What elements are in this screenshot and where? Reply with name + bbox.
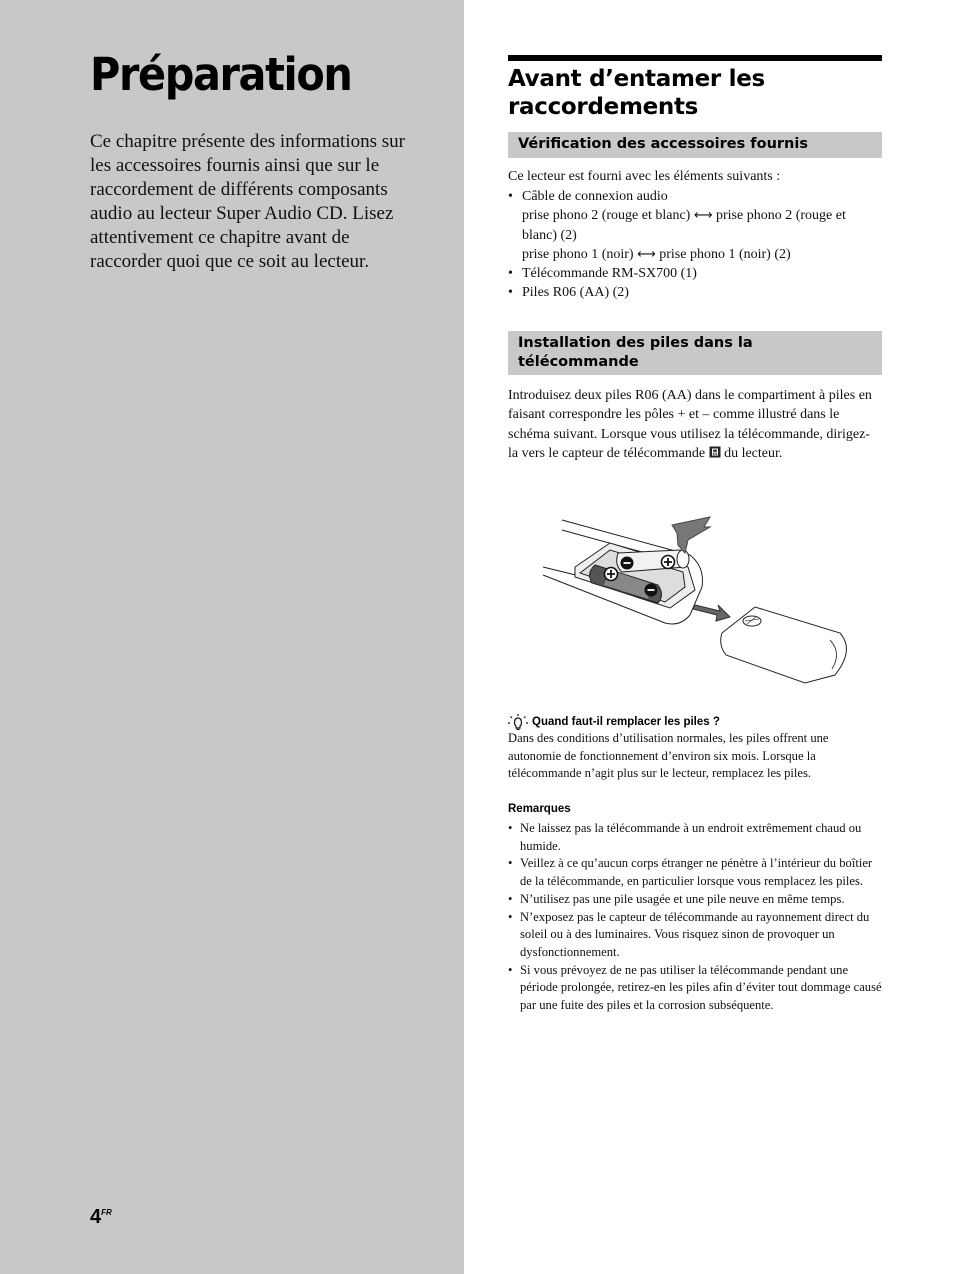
- chapter-intro: Ce chapitre présente des informations sur les accessoires fournis ainsi que sur le raccordement de différents composants audio au lecteur Super Audio CD. Lisez attentivement ce chapitre avant de raccorder quoi que ce soit au lecteur.: [90, 131, 405, 272]
- bullet: •: [508, 266, 513, 282]
- list-item: [508, 891, 882, 909]
- cable-spec-1-from: prise phono 2 (rouge et blanc): [522, 208, 691, 224]
- accessories-intro: Ce lecteur est fourni avec les éléments suivants :: [508, 169, 781, 184]
- cable-spec-1: [522, 206, 882, 245]
- note-text: Ne laissez pas la télécommande à un endroit extrêmement chaud ou humide.: [520, 821, 862, 853]
- remote-sensor-icon: [709, 446, 721, 458]
- cable-spec-2-to: prise phono 1 (noir) (2): [659, 246, 791, 262]
- tip-heading: [508, 714, 882, 730]
- cable-spec-2: [522, 245, 882, 264]
- accessories-heading: Vérification des accessoires fournis: [508, 132, 882, 158]
- plus-icon: [605, 568, 618, 581]
- list-item: [508, 283, 882, 302]
- tip-heading-text: Quand faut-il remplacer les piles ?: [532, 716, 720, 728]
- note-text: N’utilisez pas une pile usagée et une pile neuve en même temps.: [520, 891, 845, 906]
- install-text: [508, 386, 878, 463]
- note-text: Veillez à ce qu’aucun corps étranger ne pénètre à l’intérieur du boîtier de la télécommande, en particulier lorsque vous remplacez les piles.: [520, 856, 873, 889]
- list-item: [508, 264, 882, 283]
- battery-installation-illustration: [540, 505, 860, 695]
- bullet: •: [508, 189, 513, 204]
- page-number: [90, 1206, 112, 1229]
- bullet: •: [508, 909, 513, 924]
- list-item: [508, 855, 882, 890]
- section-title: Avant d’entamer les raccordements: [508, 66, 765, 120]
- cable-spec-1-to: prise phono 2 (rouge et blanc) (2): [522, 208, 846, 243]
- minus-icon: [621, 557, 634, 570]
- plus-icon: [662, 556, 675, 569]
- note-text: N’exposez pas le capteur de télécommande au rayonnement direct du soleil ou à des luminaires. Vous risquez sinon de provoquer un dysfonctionnement.: [520, 909, 870, 959]
- lightbulb-icon: [508, 714, 528, 730]
- chapter-title: Préparation: [90, 48, 352, 101]
- tip-text: Dans des conditions d’utilisation normales, les piles offrent une autonomie de fonctionnement d’environ six mois. Lorsque la télécommande n’agit plus sur le lecteur, remplacez les piles.: [508, 731, 829, 781]
- bullet: •: [508, 285, 513, 301]
- notes-list: [508, 820, 882, 1015]
- section-rule: [508, 55, 882, 61]
- insert-arrow-icon: [672, 517, 710, 553]
- accessory-label: Télécommande RM-SX700 (1): [522, 266, 697, 282]
- install-text-end: du lecteur.: [720, 445, 783, 461]
- list-item: [508, 962, 882, 1015]
- page-number-suffix: FR: [101, 1208, 112, 1217]
- accessories-list: [508, 187, 882, 303]
- minus-icon: [645, 584, 658, 597]
- accessory-label: Câble de connexion audio: [522, 189, 668, 204]
- page-number-value: 4: [90, 1206, 102, 1228]
- list-item: [508, 820, 882, 855]
- cable-spec-2-from: prise phono 1 (noir): [522, 246, 634, 262]
- bullet: •: [508, 891, 513, 906]
- battery-cover: [721, 607, 847, 683]
- bullet: •: [508, 962, 513, 977]
- note-text: Si vous prévoyez de ne pas utiliser la télécommande pendant une période prolongée, retirez-en les piles afin d’éviter tout dommage causé par une fuite des piles et la corrosion subséquente.: [520, 962, 882, 1013]
- install-text-main: Introduisez deux piles R06 (AA) dans le compartiment à piles en faisant correspondre les pôles + et – comme illustré dans le schéma suivant. Lorsque vous utilisez la télécommande, dirigez-la vers le capteur de télécommande: [508, 388, 872, 461]
- double-arrow-icon: ⟷: [637, 246, 656, 262]
- close-arrow-icon: [693, 605, 730, 621]
- accessory-label: Piles R06 (AA) (2): [522, 285, 629, 301]
- install-heading: Installation des piles dans la télécommande: [508, 331, 882, 375]
- list-item: [508, 909, 882, 962]
- double-arrow-icon: ⟷: [693, 208, 713, 224]
- tip-block: [508, 714, 882, 783]
- bullet: •: [508, 821, 513, 835]
- notes-heading: Remarques: [508, 803, 571, 815]
- bullet: •: [508, 856, 513, 871]
- list-item: [508, 187, 882, 264]
